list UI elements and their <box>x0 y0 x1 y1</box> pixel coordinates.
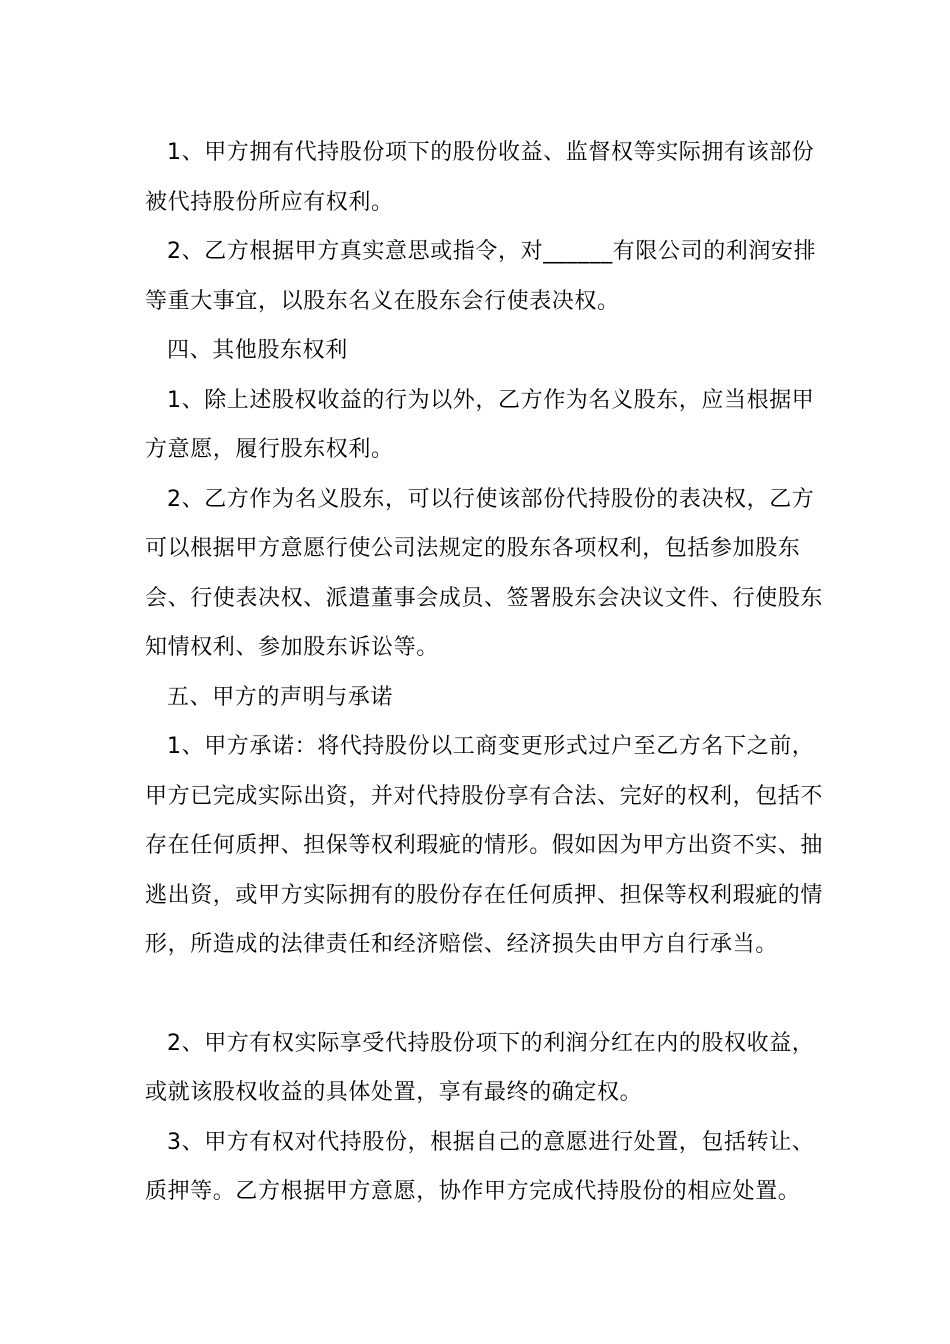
paragraph-3: 1、除上述股权收益的行为以外，乙方作为名义股东，应当根据甲方意愿，履行股东权利。 <box>145 387 815 462</box>
paragraph-7: 3、甲方有权对代持股份，根据自己的意愿进行处置，包括转让、质押等。乙方根据甲方意愿，协作甲方完成代持股份的相应处置。 <box>145 1129 815 1204</box>
paragraph-gap <box>145 970 825 1019</box>
paragraph-4: 2、乙方作为名义股东，可以行使该部份代持股份的表决权，乙方可以根据甲方意愿行使公司法规定的股东各项权利，包括参加股东会、行使表决权、派遣董事会成员、签署股东会决议文件、行使股东知情权利、参加股东诉讼等。 <box>145 486 824 660</box>
paragraph-1: 1、甲方拥有代持股份项下的股份收益、监督权等实际拥有该部份被代持股份所应有权利。 <box>145 140 815 215</box>
paragraph-2: 2、乙方根据甲方真实意思或指令，对______有限公司的利润安排等重大事宜，以股东名义在股东会行使表决权。 <box>145 239 817 314</box>
section-heading-5: 五、甲方的声明与承诺 <box>167 684 394 710</box>
paragraph-5: 1、甲方承诺：将代持股份以工商变更形式过户至乙方名下之前，甲方已完成实际出资，并对代持股份享有合法、完好的权利，包括不存在任何质押、担保等权利瑕疵的情形。假如因为甲方出资不实、抽逃出资，或甲方实际拥有的股份存在任何质押、担保等权利瑕疵的情形，所造成的法律责任和经济赔偿、经济损失由甲方自行承当。 <box>145 734 824 957</box>
paragraph-6: 2、甲方有权实际享受代持股份项下的利润分红在内的股权收益，或就该股权收益的具体处置，享有最终的确定权。 <box>145 1030 815 1105</box>
section-heading-4: 四、其他股东权利 <box>167 338 348 363</box>
document-page <box>145 128 825 1217</box>
